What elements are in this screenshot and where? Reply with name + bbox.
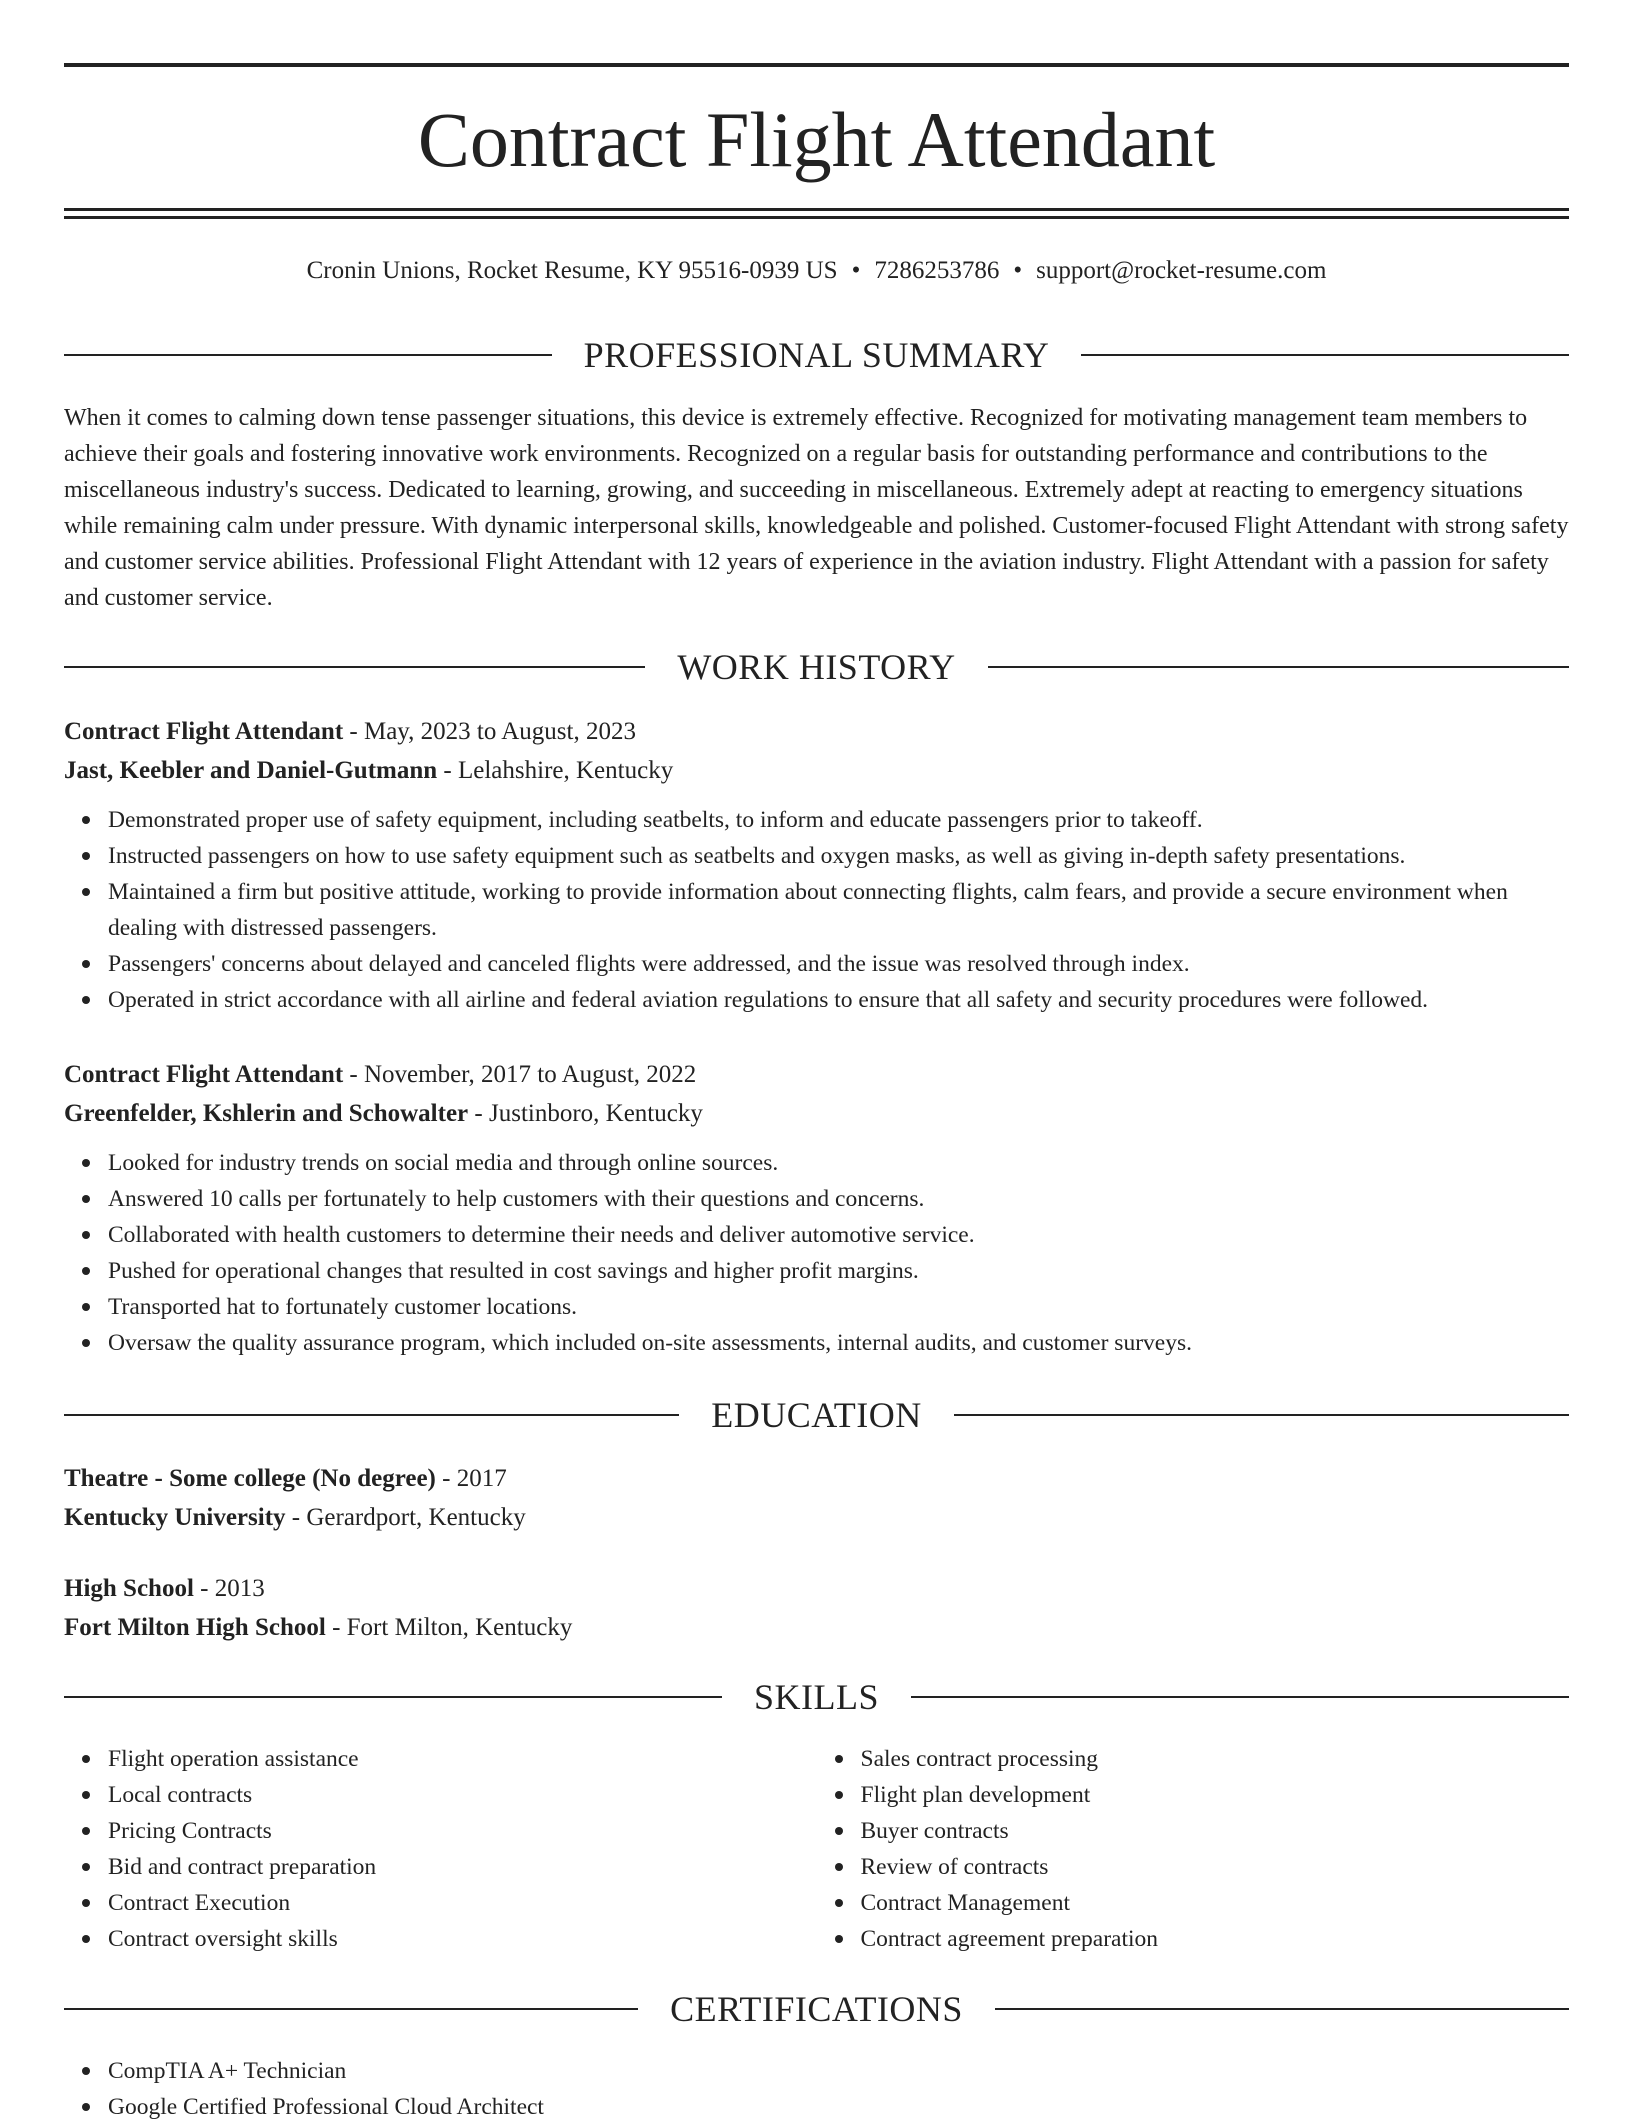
- section-heading-certifications: [64, 1987, 1569, 2031]
- job-title-line: [64, 1055, 1569, 1094]
- skill-item: Flight plan development: [861, 1777, 1570, 1813]
- job-employer: Greenfelder, Kshlerin and Schowalter: [64, 1100, 469, 1127]
- contact-separator: •: [1013, 257, 1023, 284]
- duty-item: Transported hat to fortunately customer locations.: [108, 1289, 1569, 1325]
- section-title: SKILLS: [754, 1677, 880, 1717]
- certification-item: Google Certified Professional Cloud Architect: [108, 2089, 1569, 2125]
- skill-item: Bid and contract preparation: [108, 1849, 817, 1885]
- skills-list: [64, 1741, 1569, 1957]
- degree: Theatre - Some college (No degree): [64, 1465, 436, 1492]
- degree-year: - 2017: [435, 1465, 507, 1492]
- job-entry: [64, 1055, 1569, 1361]
- job-location: - Justinboro, Kentucky: [468, 1100, 703, 1127]
- job-entry: [64, 712, 1569, 1018]
- certifications-list: [64, 2053, 1569, 2125]
- heading-rule: [64, 2008, 638, 2010]
- heading-rule: [64, 666, 645, 668]
- duty-item: Answered 10 calls per fortunately to help customers with their questions and concerns.: [108, 1181, 1569, 1217]
- education-entry: [64, 1569, 1569, 1647]
- skill-item: Contract agreement preparation: [861, 1921, 1570, 1957]
- section-heading-work: [64, 645, 1569, 689]
- job-employer-line: [64, 751, 1569, 790]
- skill-item: Sales contract processing: [861, 1741, 1570, 1777]
- heading-rule: [64, 1696, 722, 1698]
- heading-rule: [64, 1414, 679, 1416]
- summary-text: When it comes to calming down tense passenger situations, this device is extremely effective. Recognized for motivating management team members to achieve their goals and fostering innovative work environments. Recognized on a regular basis for outstanding performance and contributions to the miscellaneous industry's success. Dedicated to learning, growing, and succeeding in miscellaneous. Extremely adept at reacting to emergency situations while remaining calm under pressure. With dynamic interpersonal skills, knowledgeable and polished. Customer-focused Flight Attendant with strong safety and customer service abilities. Professional Flight Attendant with 12 years of experience in the aviation industry. Flight Attendant with a passion for safety and customer service.: [64, 405, 1569, 611]
- education-entry: [64, 1459, 1569, 1537]
- job-dates: - November, 2017 to August, 2022: [343, 1061, 697, 1088]
- heading-rule: [954, 1414, 1569, 1416]
- section-heading-summary: [64, 333, 1569, 377]
- skill-item: Contract oversight skills: [108, 1921, 817, 1957]
- skill-item: Local contracts: [108, 1777, 817, 1813]
- job-dates: - May, 2023 to August, 2023: [343, 718, 636, 745]
- duty-item: Pushed for operational changes that resulted in cost savings and higher profit margins.: [108, 1253, 1569, 1289]
- skill-item: Contract Execution: [108, 1885, 817, 1921]
- skill-item: Pricing Contracts: [108, 1813, 817, 1849]
- duty-item: Demonstrated proper use of safety equipment, including seatbelts, to inform and educate passengers prior to takeoff.: [108, 802, 1569, 838]
- section-title: PROFESSIONAL SUMMARY: [583, 335, 1050, 375]
- resume-title: Contract Flight Attendant: [417, 96, 1216, 183]
- contact-line: [64, 254, 1569, 288]
- duty-item: Instructed passengers on how to use safety equipment such as seatbelts and oxygen masks, as well as giving in-depth safety presentations.: [108, 838, 1569, 874]
- contact-separator: •: [851, 257, 861, 284]
- school-line: [64, 1498, 1569, 1537]
- certification-items: [64, 2053, 1569, 2125]
- certification-item: CompTIA A+ Technician: [108, 2053, 1569, 2089]
- section-title: WORK HISTORY: [677, 647, 956, 687]
- contact-email: support@rocket-resume.com: [1036, 257, 1327, 284]
- school-location: - Gerardport, Kentucky: [285, 1504, 526, 1531]
- job-employer-line: [64, 1094, 1569, 1133]
- skills-column-left: [64, 1741, 817, 1957]
- degree: High School: [64, 1575, 194, 1602]
- job-duties: [64, 802, 1569, 1018]
- heading-rule: [64, 354, 552, 356]
- section-title: EDUCATION: [711, 1395, 922, 1435]
- degree-year: - 2013: [193, 1575, 265, 1602]
- skill-item: Review of contracts: [861, 1849, 1570, 1885]
- degree-line: [64, 1459, 1569, 1498]
- job-title-line: [64, 712, 1569, 751]
- duty-item: Oversaw the quality assurance program, which included on-site assessments, internal audits, and customer surveys.: [108, 1325, 1569, 1361]
- school-location: - Fort Milton, Kentucky: [325, 1614, 573, 1641]
- title-double-rule-upper: [64, 208, 1569, 211]
- school: Fort Milton High School: [64, 1614, 326, 1641]
- school-line: [64, 1608, 1569, 1647]
- duty-item: Looked for industry trends on social media and through online sources.: [108, 1145, 1569, 1181]
- skill-item: Flight operation assistance: [108, 1741, 817, 1777]
- heading-rule: [995, 2008, 1569, 2010]
- summary-section: [64, 400, 1569, 616]
- school: Kentucky University: [64, 1504, 286, 1531]
- job-duties: [64, 1145, 1569, 1361]
- title-double-rule-lower: [64, 216, 1569, 219]
- heading-rule: [911, 1696, 1569, 1698]
- degree-line: [64, 1569, 1569, 1608]
- skills-column-right: [817, 1741, 1570, 1957]
- job-employer: Jast, Keebler and Daniel-Gutmann: [64, 757, 438, 784]
- heading-rule: [988, 666, 1569, 668]
- section-title: CERTIFICATIONS: [670, 1989, 963, 2029]
- skill-item: Contract Management: [861, 1885, 1570, 1921]
- duty-item: Collaborated with health customers to determine their needs and deliver automotive service.: [108, 1217, 1569, 1253]
- section-heading-skills: [64, 1675, 1569, 1719]
- job-location: - Lelahshire, Kentucky: [437, 757, 674, 784]
- heading-rule: [1081, 354, 1569, 356]
- duty-item: Passengers' concerns about delayed and canceled flights were addressed, and the issue was resolved through index.: [108, 946, 1569, 982]
- top-rule: [64, 63, 1569, 67]
- contact-address: Cronin Unions, Rocket Resume, KY 95516-0939 US: [306, 257, 838, 284]
- contact-phone: 7286253786: [874, 257, 1000, 284]
- duty-item: Maintained a firm but positive attitude, working to provide information about connecting flights, calm fears, and provide a secure environment when dealing with distressed passengers.: [108, 874, 1569, 946]
- job-title: Contract Flight Attendant: [64, 718, 344, 745]
- duty-item: Operated in strict accordance with all airline and federal aviation regulations to ensure that all safety and security procedures were followed.: [108, 982, 1569, 1018]
- job-title: Contract Flight Attendant: [64, 1061, 344, 1088]
- section-heading-education: [64, 1393, 1569, 1437]
- skill-item: Buyer contracts: [861, 1813, 1570, 1849]
